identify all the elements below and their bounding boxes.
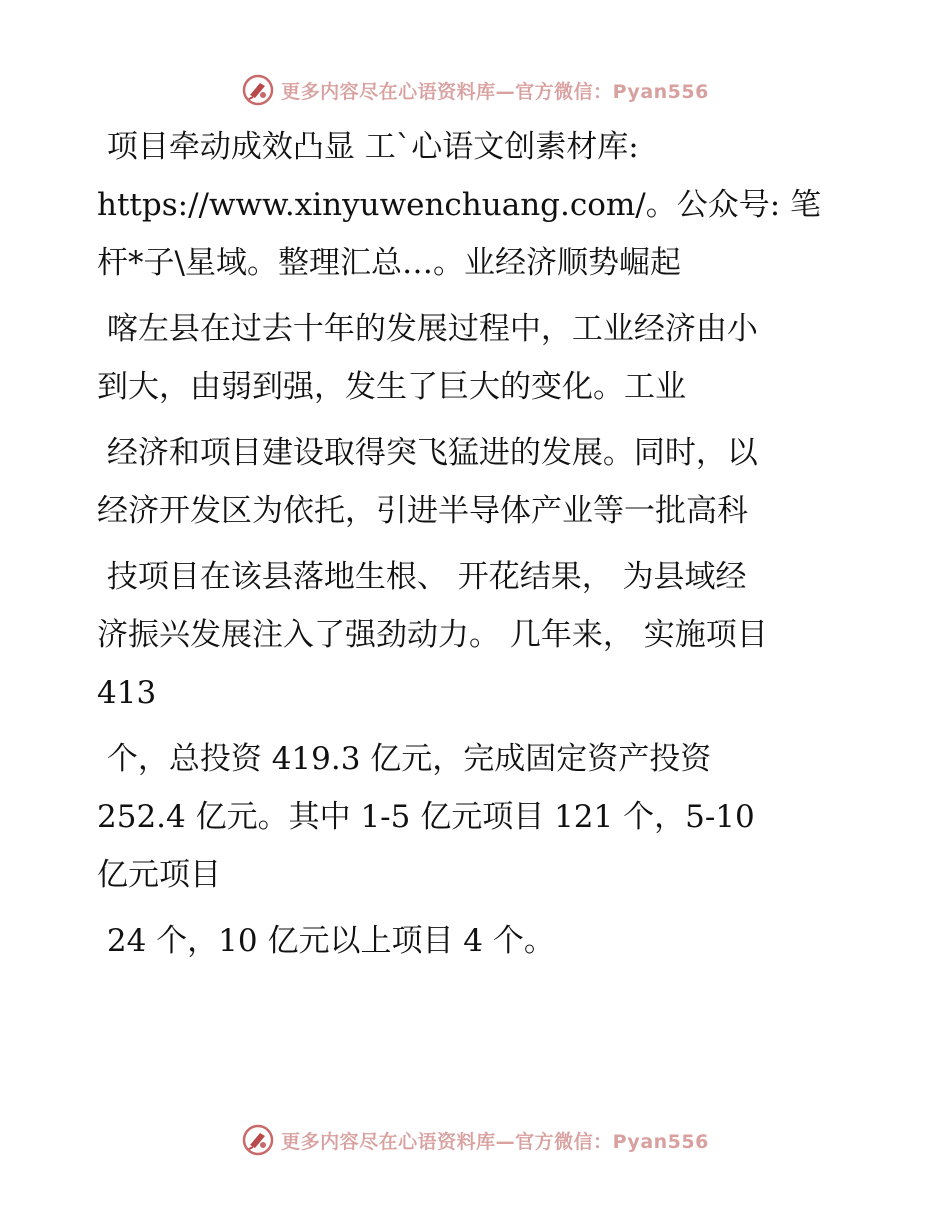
text-line: 252.4 亿元。其中 1-5 亿元项目 121 个，5-10 [97, 799, 755, 835]
logo-seal-icon [241, 1123, 275, 1157]
paragraph [97, 730, 857, 904]
text-line: 亿元项目 [97, 857, 221, 893]
text-line: 技项目在该县落地生根、 开花结果， 为县域经 [97, 559, 747, 595]
document-body [97, 118, 857, 978]
footer-watermark [0, 1120, 950, 1160]
text-line: https://www.xinyuwenchuang.com/。公众号: 笔 [97, 187, 822, 223]
text-line: 24 个，10 亿元以上项目 4 个。 [97, 923, 555, 959]
logo-seal-icon [241, 73, 275, 107]
text-line: 经济开发区为依托，引进半导体产业等一批高科 [97, 493, 748, 529]
text-line: 经济和项目建设取得突飞猛进的发展。同时，以 [97, 435, 758, 471]
paragraph [97, 424, 857, 540]
text-line: 项目牵动成效凸显 工`心语文创素材库: [97, 129, 639, 165]
watermark-text: 更多内容尽在心语资料库—官方微信：Pyan556 [281, 80, 709, 103]
text-line: 到大，由弱到强，发生了巨大的变化。工业 [97, 369, 686, 405]
text-line: 个，总投资 419.3 亿元，完成固定资产投资 [97, 741, 712, 777]
paragraph [97, 300, 857, 416]
watermark-text: 更多内容尽在心语资料库—官方微信：Pyan556 [281, 1130, 709, 1153]
text-line: 杆*子\星域。整理汇总…。业经济顺势崛起 [97, 245, 681, 281]
paragraph [97, 548, 857, 722]
text-line: 喀左县在过去十年的发展过程中，工业经济由小 [97, 311, 758, 347]
paragraph [97, 912, 857, 970]
header-watermark [0, 70, 950, 110]
text-line: 济振兴发展注入了强劲动力。 几年来， 实施项目 [97, 617, 768, 653]
paragraph [97, 118, 857, 292]
text-line: 413 [97, 675, 157, 711]
